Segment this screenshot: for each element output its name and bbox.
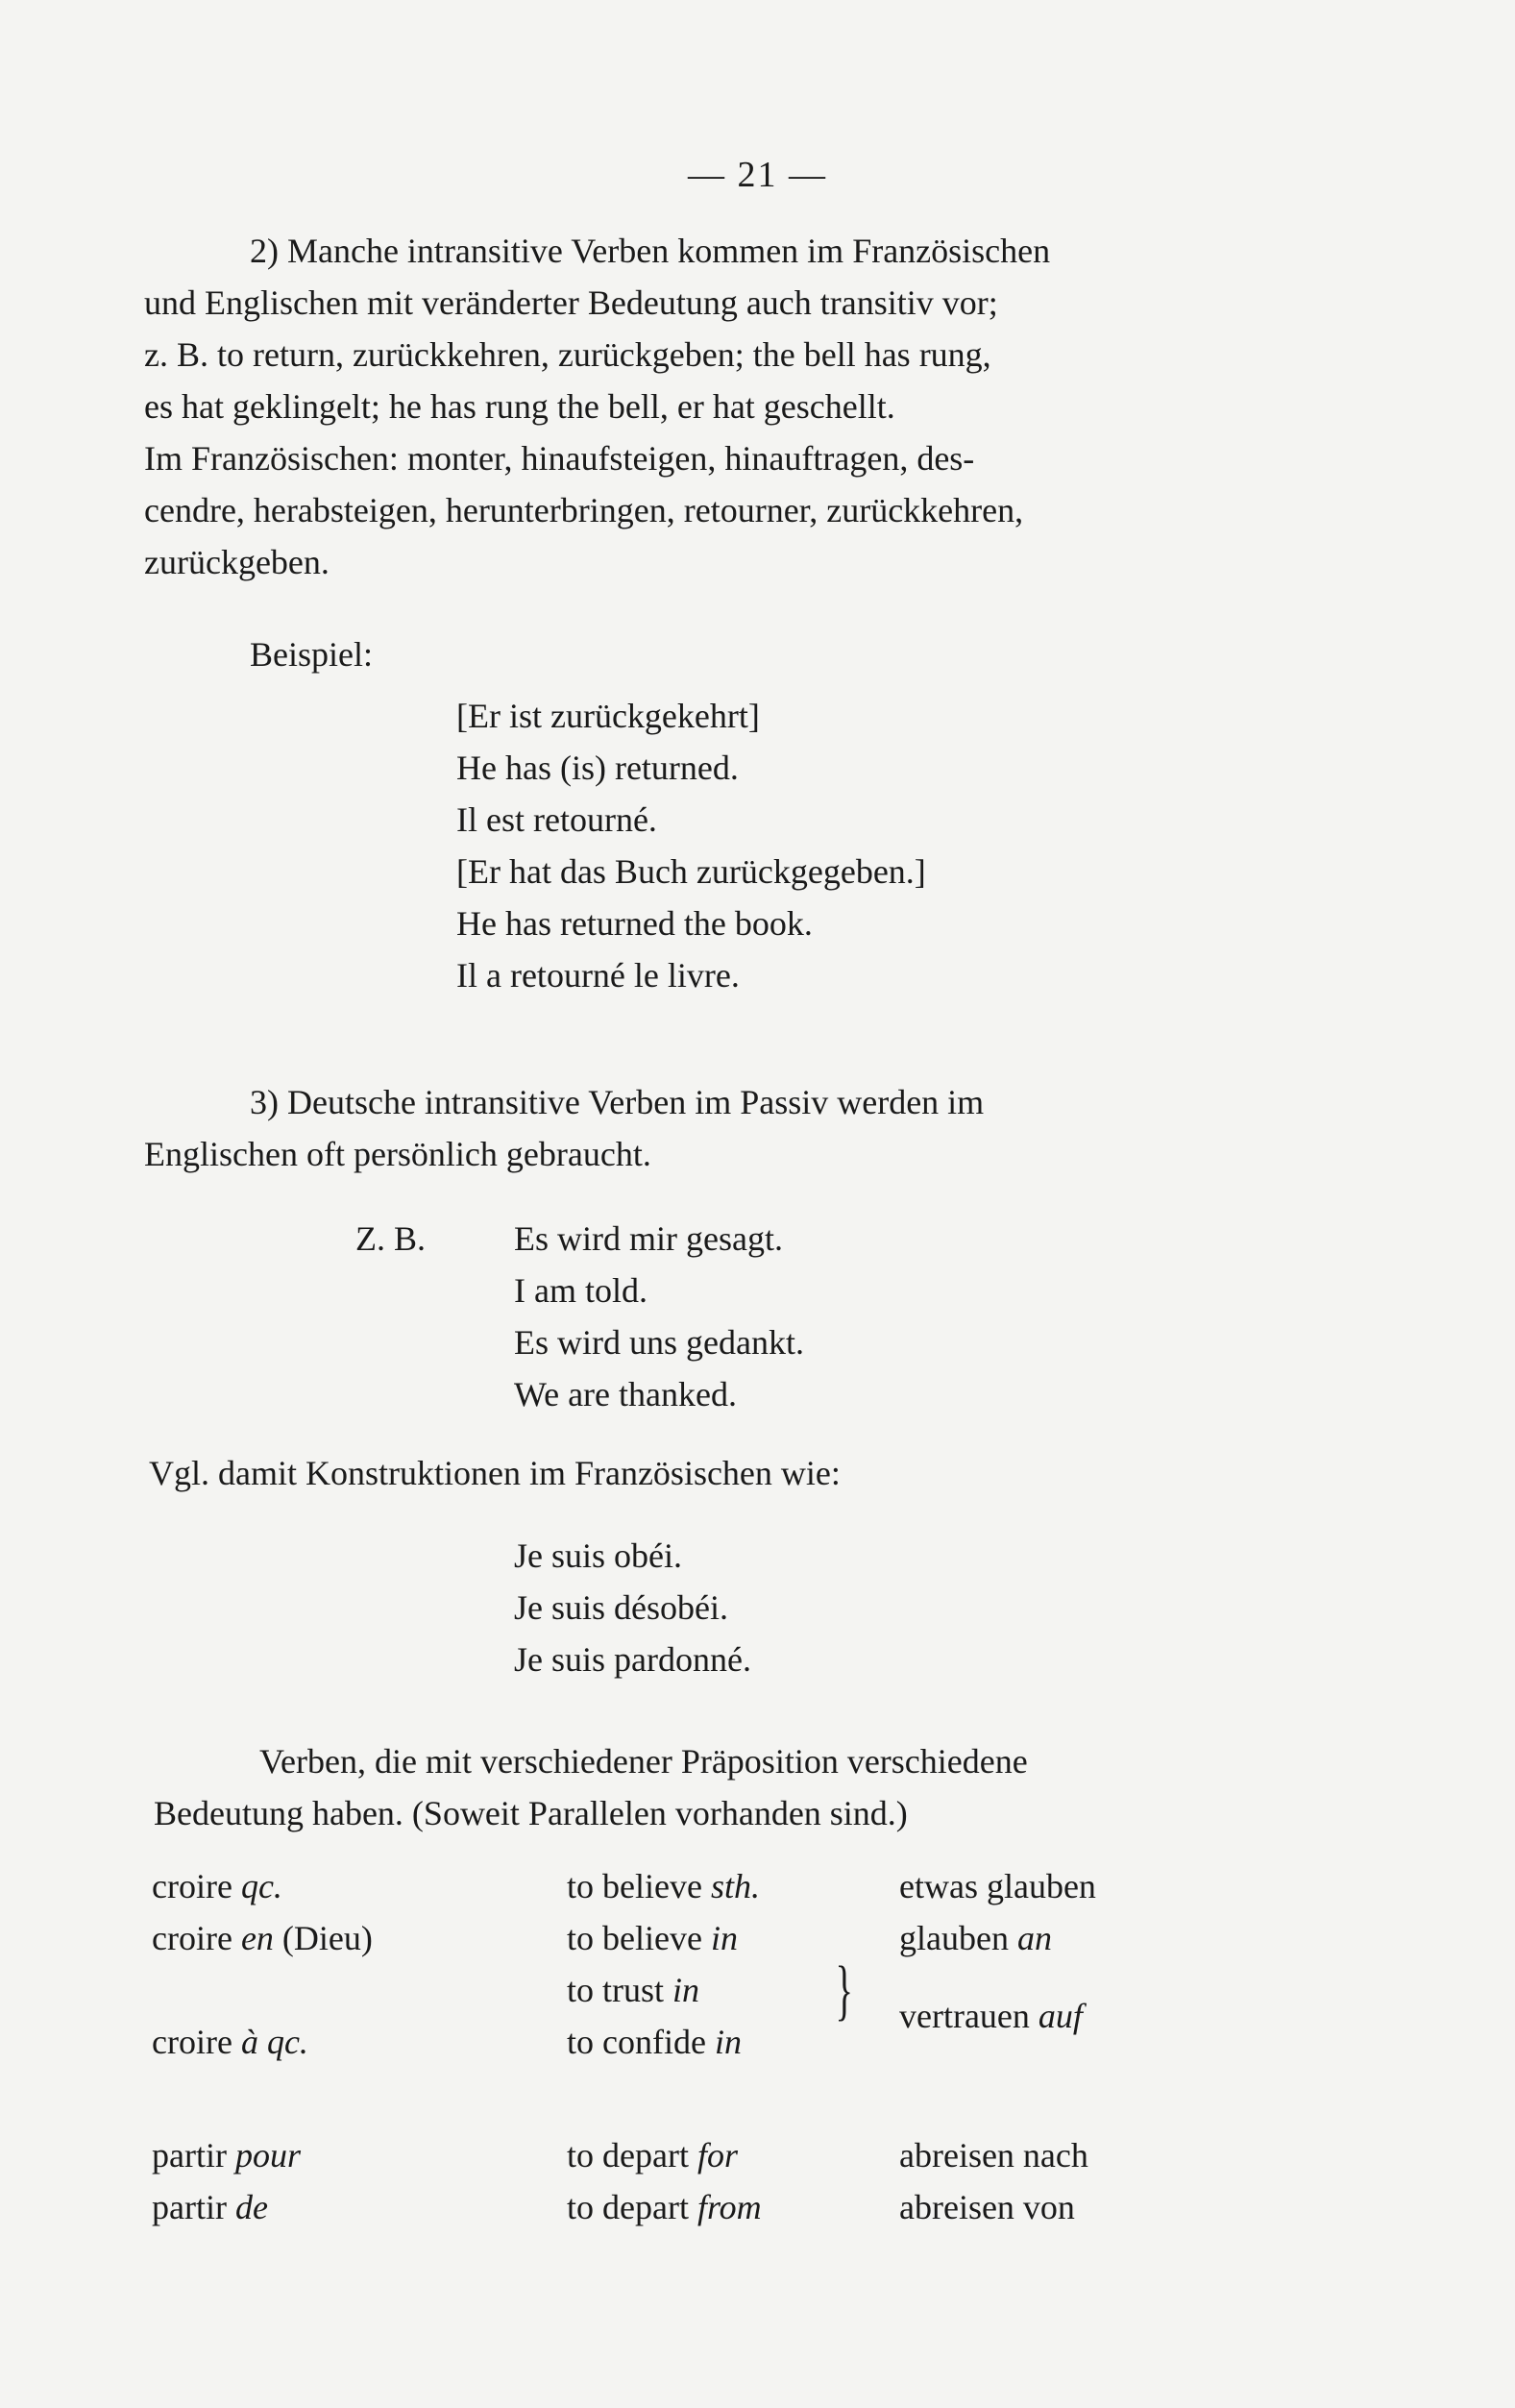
fr-verb: croire: [152, 2023, 232, 2061]
en-verb: to depart: [567, 2136, 689, 2175]
de-object: an: [1016, 1919, 1052, 1957]
table-cell-de: abreisen von: [899, 2188, 1075, 2226]
example-line: Il est retourné.: [456, 800, 657, 839]
fr-object: à qc.: [240, 2023, 308, 2061]
paragraph-4: [154, 1735, 1287, 1839]
page-number: — 21 —: [688, 155, 827, 195]
fr-verb: croire: [152, 1919, 232, 1957]
paragraph-line: Verben, die mit verschiedener Präposition verschiedene: [259, 1742, 1028, 1781]
table-cell-en: [567, 2022, 742, 2062]
table-cell-fr: [152, 1918, 373, 1958]
paragraph-line: 3) Deutsche intransitive Verben im Passiv werden im: [250, 1083, 985, 1121]
example-3-block: [514, 1530, 751, 1685]
example-1-block: [456, 690, 926, 1001]
paragraph-line: Bedeutung haben. (Soweit Parallelen vorhanden sind.): [154, 1794, 908, 1832]
table-cell-de: [899, 1918, 1052, 1958]
beispiel-label: Beispiel:: [250, 635, 373, 674]
vgl-line: Vgl. damit Konstruktionen im Französischen wie:: [149, 1454, 841, 1492]
brace-icon: }: [835, 1953, 854, 2027]
table-cell-en: [567, 2187, 762, 2227]
en-verb: to believe: [567, 1919, 702, 1957]
table-cell-de: etwas glauben: [899, 1867, 1096, 1905]
paragraph-line: zurückgeben.: [144, 543, 330, 581]
de-verb: vertrauen: [899, 1997, 1030, 2035]
example-2-block: [514, 1213, 804, 1420]
fr-object: en: [240, 1919, 274, 1957]
en-object: sth.: [710, 1867, 760, 1905]
table-cell-en: [567, 1918, 738, 1958]
table-cell-fr: [152, 2022, 308, 2062]
example-line: Es wird uns gedankt.: [514, 1323, 804, 1362]
example-line: [Er hat das Buch zurückgegeben.]: [456, 852, 926, 891]
de-object: auf: [1038, 1997, 1083, 2035]
example-line: Il a retourné le livre.: [456, 956, 740, 995]
table-cell-fr: [152, 2187, 268, 2227]
example-line: [Er ist zurückgekehrt]: [456, 697, 760, 735]
table-cell-de: abreisen nach: [899, 2136, 1088, 2175]
fr-verb: partir: [152, 2188, 227, 2226]
table-cell-en: [567, 1866, 760, 1906]
example-line: Je suis pardonné.: [514, 1640, 751, 1679]
en-verb: to trust: [567, 1971, 665, 2009]
en-verb: to believe: [567, 1867, 702, 1905]
paragraph-2: [144, 225, 1283, 588]
fr-verb: partir: [152, 2136, 227, 2175]
en-object: for: [696, 2136, 738, 2175]
example-line: He has (is) returned.: [456, 749, 739, 787]
paragraph-line: cendre, herabsteigen, herunterbringen, retourner, zurückkehren,: [144, 491, 1024, 529]
en-verb: to confide: [567, 2023, 706, 2061]
example-line: I am told.: [514, 1271, 648, 1310]
example-line: We are thanked.: [514, 1375, 737, 1413]
example-line: Je suis obéi.: [514, 1536, 682, 1575]
en-object: from: [696, 2188, 762, 2226]
table-cell-en: [567, 1970, 699, 2010]
table-cell-fr: [152, 1866, 282, 1906]
example-line: Es wird mir gesagt.: [514, 1219, 783, 1258]
table-cell-de: [899, 1996, 1083, 2036]
fr-object: de: [234, 2188, 268, 2226]
en-object: in: [714, 2023, 742, 2061]
paragraph-line: z. B. to return, zurückkehren, zurückgeben; the bell has rung,: [144, 335, 991, 374]
en-verb: to depart: [567, 2188, 689, 2226]
fr-verb: croire: [152, 1867, 232, 1905]
paragraph-line: Im Französischen: monter, hinaufsteigen, hinauftragen, des-: [144, 439, 975, 478]
fr-extra: (Dieu): [281, 1919, 373, 1957]
paragraph-3: [144, 1076, 1283, 1180]
fr-object: pour: [234, 2136, 301, 2175]
example-line: Je suis désobéi.: [514, 1588, 728, 1627]
paragraph-line: und Englischen mit veränderter Bedeutung auch transitiv vor;: [144, 283, 998, 322]
paragraph-line: es hat geklingelt; he has rung the bell, er hat geschellt.: [144, 387, 895, 426]
paragraph-line: Englischen oft persönlich gebraucht.: [144, 1135, 651, 1173]
de-verb: glauben: [899, 1919, 1009, 1957]
en-object: in: [710, 1919, 738, 1957]
table-cell-en: [567, 2135, 738, 2175]
table-cell-fr: [152, 2135, 301, 2175]
example-line: He has returned the book.: [456, 904, 813, 943]
paragraph-line: 2) Manche intransitive Verben kommen im Französischen: [250, 232, 1051, 270]
en-object: in: [672, 1971, 700, 2009]
example-2-label: Z. B.: [355, 1219, 427, 1258]
fr-object: qc.: [240, 1867, 282, 1905]
